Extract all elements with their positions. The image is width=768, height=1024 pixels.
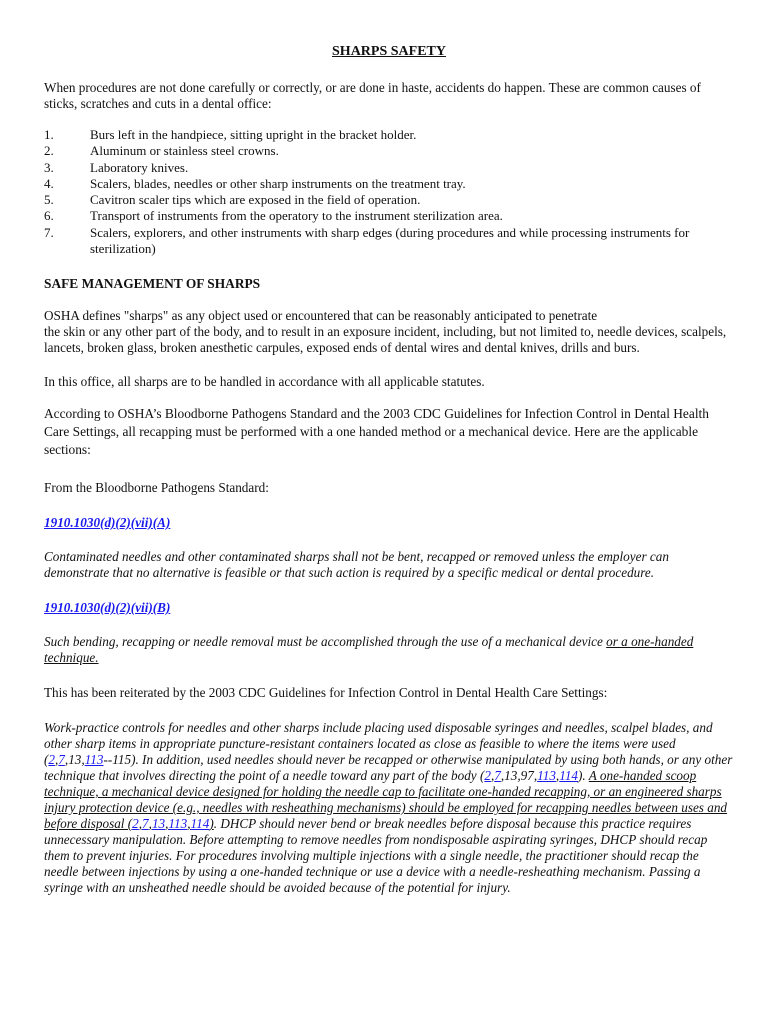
list-item: 4. Scalers, blades, needles or other sharp instruments on the treatment tray. [44, 175, 466, 191]
section-heading: SAFE MANAGEMENT OF SHARPS [44, 276, 261, 291]
according-paragraph: According to OSHA’s Bloodborne Pathogens Standard and the 2003 CDC Guidelines for Infection Control in Dental Health Care Settings, all recapping must be performed with a one handed method or a mechanical device. Here are the applicable sections: [44, 406, 709, 457]
list-item: 1. Burs left in the handpiece, sitting upright in the bracket holder. [44, 127, 417, 142]
list-item: 3. Laboratory knives. [44, 159, 189, 175]
from-bps-label: From the Bloodborne Pathogens Standard: [44, 480, 269, 495]
reference-link-a[interactable]: 1910.1030(d)(2)(vii)(A) [44, 515, 171, 530]
citation-link[interactable]: 2 [48, 752, 55, 767]
citation-link[interactable]: 7 [494, 768, 501, 783]
page-title: SHARPS SAFETY [332, 44, 446, 59]
citation-link[interactable]: 2 [484, 768, 491, 783]
list-item: 2. Aluminum or stainless steel crowns. [44, 143, 279, 159]
osha-definition: OSHA defines "sharps" as any object used or encountered that can be reasonably anticipated to penetrate the skin or any other part of the body, and to result in an exposure incident, including, but not limited to, needle devices, scalpels, lancets, broken glass, broken anesthetic carpules, exposed ends of dental wires and dental knives, drills and burs. [44, 308, 727, 355]
citation-link[interactable]: 113 [84, 752, 104, 767]
citation-link[interactable]: 114 [559, 768, 579, 783]
citation-link[interactable]: 13 [151, 816, 166, 831]
citation-link[interactable]: 7 [142, 816, 149, 831]
citation-link[interactable]: 113 [537, 768, 556, 783]
citation-link[interactable]: 2 [132, 816, 139, 831]
citation-link[interactable]: 114 [190, 816, 210, 831]
intro-paragraph: When procedures are not done carefully or correctly, or are done in haste, accidents do happen. These are common causes of sticks, scratches and cuts in a dental office: [44, 80, 701, 111]
cdc-quote: Work-practice controls for needles and other sharps include placing used disposable syringes and needles, scalpel blades, and other sharp items in appropriate puncture-resistant containers located as close as feasible to where the items were used (2,7,13,113--115). In addition, used needles should never be recapped or otherwise manipulated by using both hands, or any other technique that involves directing the point of a needle toward any part of the body (2,7,13,97,113,114). A one-handed scoop technique, a mechanical device designed for holding the needle cap to facilitate one-handed recapping, or an engineered sharps injury protection device (e.g., needles with resheathing mechanisms) should be employed for recapping needles between uses and before disposal (2,7,13,113,114). DHCP should never bend or break needles before disposal because this practice requires unnecessary manipulation. Before attempting to remove needles from nondisposable aspirating syringes, DHCP should recap them to prevent injuries. For procedures involving multiple injections with a single needle, the practitioner should recap the needle between injections by using a one-handed technique or use a device with a needle-resheathing mechanism. Passing a syringe with an unsheathed needle should be avoided because of the potential for injury. [44, 720, 733, 895]
reference-link-b[interactable]: 1910.1030(d)(2)(vii)(B) [44, 600, 171, 615]
list-item: 7. Scalers, explorers, and other instruments with sharp edges (during procedures and while processing instruments for sterilization) [44, 224, 690, 257]
causes-list [44, 127, 734, 257]
citation-link[interactable]: 113 [168, 816, 188, 831]
reiterated-paragraph: This has been reiterated by the 2003 CDC Guidelines for Infection Control in Dental Health Care Settings: [44, 685, 608, 700]
list-item: 6. Transport of instruments from the operatory to the instrument sterilization area. [44, 208, 503, 224]
quote-a: Contaminated needles and other contaminated sharps shall not be bent, recapped or removed unless the employer can demonstrate that no alternative is feasible or that such action is required by a specific medical or dental procedure. [44, 549, 669, 580]
statutes-paragraph: In this office, all sharps are to be handled in accordance with all applicable statutes. [44, 374, 485, 389]
citation-link[interactable]: 7 [58, 752, 65, 767]
list-item: 5. Cavitron scaler tips which are exposed in the field of operation. [44, 192, 421, 208]
quote-b: Such bending, recapping or needle removal must be accomplished through the use of a mechanical device or a one-handed technique. [44, 634, 694, 665]
